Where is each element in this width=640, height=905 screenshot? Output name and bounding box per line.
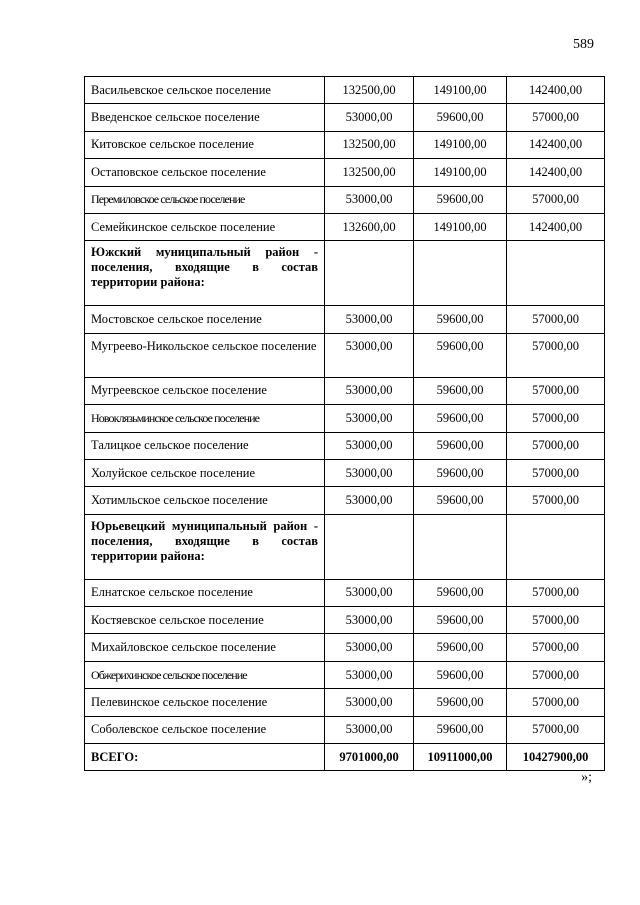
- settlement-name: Пелевинское сельское поселение: [85, 689, 325, 716]
- settlement-name: Введенское сельское поселение: [85, 104, 325, 131]
- amount-cell-3: 57000,00: [507, 104, 605, 131]
- amount-cell-2: 149100,00: [414, 131, 507, 158]
- amount-cell-1: 132500,00: [325, 77, 414, 104]
- amount-cell-3: 57000,00: [507, 405, 605, 432]
- total-label: ВСЕГО:: [85, 744, 325, 771]
- amount-cell-1: 53000,00: [325, 661, 414, 688]
- table-row: [85, 159, 605, 186]
- amount-cell-2: 149100,00: [414, 213, 507, 240]
- table-row: [85, 131, 605, 158]
- amount-cell-2: 59600,00: [414, 333, 507, 377]
- amount-cell-2: 59600,00: [414, 607, 507, 634]
- amount-cell-3: 142400,00: [507, 77, 605, 104]
- settlement-name: Холуйское сельское поселение: [85, 459, 325, 486]
- amount-cell-1: 132600,00: [325, 213, 414, 240]
- budget-table-body: [85, 77, 605, 771]
- amount-cell-2: 59600,00: [414, 661, 507, 688]
- table-row: [85, 377, 605, 404]
- table-row: [85, 213, 605, 240]
- amount-cell-3: 142400,00: [507, 213, 605, 240]
- table-row: [85, 333, 605, 377]
- section-heading: Южский муниципальный район - поселения, входящие в состав территории района:: [85, 241, 325, 306]
- table-row: [85, 405, 605, 432]
- amount-cell-2: 59600,00: [414, 716, 507, 743]
- amount-cell-2: 59600,00: [414, 377, 507, 404]
- amount-cell-1: 53000,00: [325, 186, 414, 213]
- amount-cell-3: 57000,00: [507, 634, 605, 661]
- settlement-name: Новоклязьминское сельское поселение: [85, 405, 325, 432]
- table-row: [85, 487, 605, 514]
- table-row: [85, 459, 605, 486]
- amount-cell-2: 149100,00: [414, 77, 507, 104]
- table-row: [85, 306, 605, 333]
- amount-cell-2: 59600,00: [414, 689, 507, 716]
- amount-cell-2: 59600,00: [414, 459, 507, 486]
- budget-table: [84, 76, 605, 771]
- amount-cell-3: 142400,00: [507, 131, 605, 158]
- amount-cell-1: 53000,00: [325, 689, 414, 716]
- settlement-name: Остаповское сельское поселение: [85, 159, 325, 186]
- amount-cell-2: 10911000,00: [414, 744, 507, 771]
- amount-cell-1: 53000,00: [325, 377, 414, 404]
- amount-cell-3: 57000,00: [507, 487, 605, 514]
- settlement-name: Михайловское сельское поселение: [85, 634, 325, 661]
- amount-cell-1: 53000,00: [325, 579, 414, 606]
- settlement-name: Хотимльское сельское поселение: [85, 487, 325, 514]
- amount-cell-1: 9701000,00: [325, 744, 414, 771]
- table-row: [85, 634, 605, 661]
- settlement-name: Соболевское сельское поселение: [85, 716, 325, 743]
- amount-cell-3: [507, 241, 605, 306]
- amount-cell-3: 57000,00: [507, 689, 605, 716]
- section-row: [85, 241, 605, 306]
- amount-cell-2: 59600,00: [414, 432, 507, 459]
- settlement-name: Семейкинское сельское поселение: [85, 213, 325, 240]
- amount-cell-3: 57000,00: [507, 306, 605, 333]
- amount-cell-1: 53000,00: [325, 634, 414, 661]
- amount-cell-1: 53000,00: [325, 333, 414, 377]
- settlement-name: Мостовское сельское поселение: [85, 306, 325, 333]
- amount-cell-3: 57000,00: [507, 459, 605, 486]
- amount-cell-2: [414, 241, 507, 306]
- amount-cell-1: 53000,00: [325, 432, 414, 459]
- amount-cell-1: 53000,00: [325, 104, 414, 131]
- amount-cell-1: 53000,00: [325, 607, 414, 634]
- table-row: [85, 186, 605, 213]
- amount-cell-3: 10427900,00: [507, 744, 605, 771]
- table-row: [85, 432, 605, 459]
- amount-cell-1: 132500,00: [325, 131, 414, 158]
- table-row: [85, 607, 605, 634]
- amount-cell-3: 142400,00: [507, 159, 605, 186]
- amount-cell-3: 57000,00: [507, 661, 605, 688]
- amount-cell-2: [414, 514, 507, 579]
- amount-cell-2: 59600,00: [414, 104, 507, 131]
- amount-cell-3: 57000,00: [507, 186, 605, 213]
- settlement-name: Мугреево-Никольское сельское поселение: [85, 333, 325, 377]
- amount-cell-2: 59600,00: [414, 306, 507, 333]
- amount-cell-1: [325, 241, 414, 306]
- table-row: [85, 77, 605, 104]
- table-row: [85, 104, 605, 131]
- settlement-name: Талицкое сельское поселение: [85, 432, 325, 459]
- table-row: [85, 689, 605, 716]
- amount-cell-1: 53000,00: [325, 716, 414, 743]
- table-row: [85, 579, 605, 606]
- amount-cell-2: 59600,00: [414, 405, 507, 432]
- settlement-name: Перемиловское сельское поселение: [85, 186, 325, 213]
- total-row: [85, 744, 605, 771]
- amount-cell-1: 53000,00: [325, 459, 414, 486]
- amount-cell-2: 59600,00: [414, 186, 507, 213]
- section-row: [85, 514, 605, 579]
- amount-cell-2: 59600,00: [414, 579, 507, 606]
- amount-cell-3: 57000,00: [507, 716, 605, 743]
- settlement-name: Обжерихинское сельское поселение: [85, 661, 325, 688]
- amount-cell-3: 57000,00: [507, 377, 605, 404]
- amount-cell-1: 53000,00: [325, 306, 414, 333]
- page-number: 589: [573, 37, 594, 52]
- amount-cell-1: 53000,00: [325, 405, 414, 432]
- amount-cell-1: 53000,00: [325, 487, 414, 514]
- settlement-name: Китовское сельское поселение: [85, 131, 325, 158]
- table-row: [85, 661, 605, 688]
- table-row: [85, 716, 605, 743]
- amount-cell-1: 132500,00: [325, 159, 414, 186]
- settlement-name: Елнатское сельское поселение: [85, 579, 325, 606]
- amount-cell-2: 149100,00: [414, 159, 507, 186]
- settlement-name: Васильевское сельское поселение: [85, 77, 325, 104]
- amount-cell-1: [325, 514, 414, 579]
- section-heading: Юрьевецкий муниципальный район - поселения, входящие в состав территории района:: [85, 514, 325, 579]
- amount-cell-3: 57000,00: [507, 579, 605, 606]
- closing-quote: »;: [581, 770, 592, 785]
- amount-cell-3: 57000,00: [507, 333, 605, 377]
- amount-cell-2: 59600,00: [414, 634, 507, 661]
- settlement-name: Костяевское сельское поселение: [85, 607, 325, 634]
- amount-cell-3: [507, 514, 605, 579]
- amount-cell-3: 57000,00: [507, 432, 605, 459]
- settlement-name: Мугреевское сельское поселение: [85, 377, 325, 404]
- amount-cell-2: 59600,00: [414, 487, 507, 514]
- amount-cell-3: 57000,00: [507, 607, 605, 634]
